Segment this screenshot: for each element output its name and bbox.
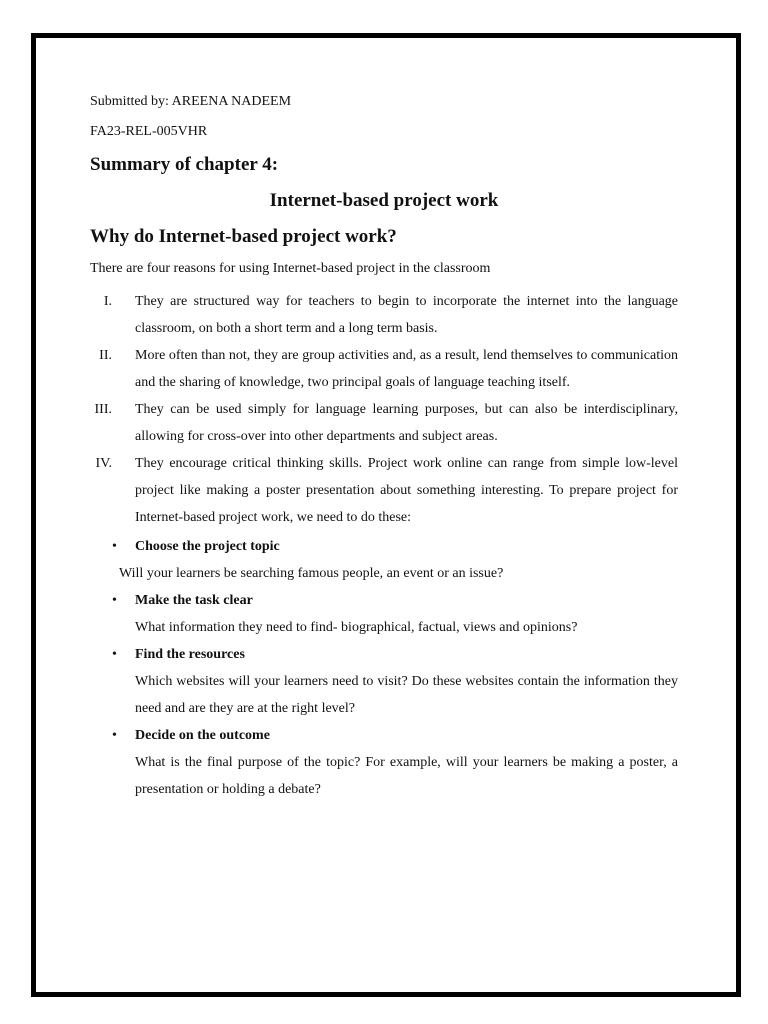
bullet-icon: • [112, 539, 117, 554]
list-number: I. [103, 294, 112, 309]
list-item [90, 587, 678, 641]
list-text: They are structured way for teachers to begin to incorporate the internet into the language classroom, on both a short term and a long term basis. [135, 294, 678, 336]
list-number: III. [94, 402, 112, 417]
summary-heading: Summary of chapter 4: [90, 154, 279, 175]
list-item [90, 396, 678, 450]
list-number: IV. [95, 456, 112, 471]
list-item [90, 641, 678, 722]
list-item [90, 450, 678, 803]
step-title: Decide on the outcome [135, 728, 270, 743]
list-text: They can be used simply for language learning purposes, but can also be interdisciplinary, allowing for cross-over into other departments and subject areas. [135, 402, 678, 444]
step-title: Find the resources [135, 647, 245, 662]
list-item [90, 722, 678, 803]
document-body [90, 90, 678, 803]
student-code: FA23-REL-005VHR [90, 124, 208, 139]
bullet-icon: • [112, 593, 117, 608]
section-heading: Why do Internet-based project work? [90, 226, 397, 247]
list-text: More often than not, they are group activities and, as a result, lend themselves to communication and the sharing of knowledge, two principal goals of language teaching itself. [135, 348, 678, 390]
bullet-icon: • [112, 728, 117, 743]
bullet-icon: • [112, 647, 117, 662]
steps-list [90, 533, 678, 803]
reasons-list [90, 288, 678, 803]
list-text: They encourage critical thinking skills. Project work online can range from simple low-level project like making a poster presentation about something interesting. To prepare project for Internet-based project work, we need to do these: [135, 456, 678, 525]
step-title: Choose the project topic [135, 539, 280, 554]
list-item [90, 288, 678, 342]
step-description: Will your learners be searching famous people, an event or an issue? [119, 566, 504, 581]
step-description: What information they need to find- biographical, factual, views and opinions? [135, 620, 578, 635]
step-description: What is the final purpose of the topic? For example, will your learners be making a poster, a presentation or holding a debate? [135, 755, 678, 797]
list-number: II. [99, 348, 112, 363]
step-description: Which websites will your learners need to visit? Do these websites contain the information they need and are they are at the right level? [135, 674, 678, 716]
submitted-by: Submitted by: AREENA NADEEM [90, 94, 292, 109]
list-item [90, 342, 678, 396]
document-title: Internet-based project work [269, 190, 499, 211]
list-item [90, 533, 678, 587]
step-title: Make the task clear [135, 593, 253, 608]
intro-paragraph: There are four reasons for using Internet-based project in the classroom [90, 261, 491, 276]
